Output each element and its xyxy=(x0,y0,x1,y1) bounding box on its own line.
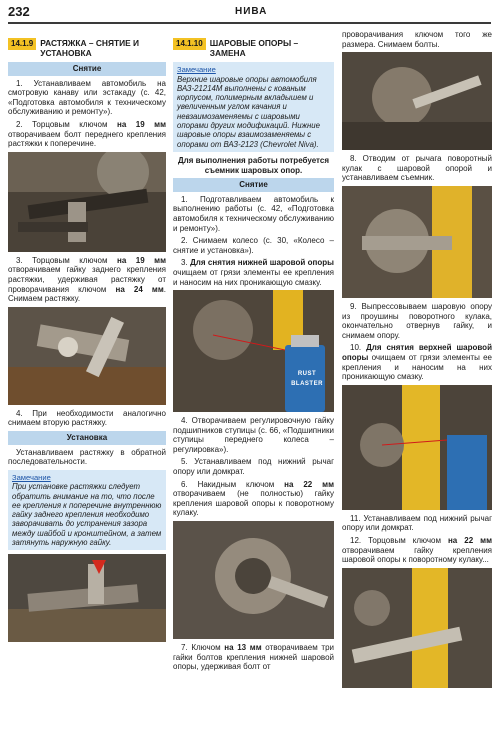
photo-puller xyxy=(342,186,492,298)
photo-spray xyxy=(173,290,334,412)
section-title: РАСТЯЖКА – СНЯТИЕ И УСТАНОВКА xyxy=(40,38,140,58)
removal-subheading: Снятие xyxy=(8,62,166,76)
removal-subheading-2: Снятие xyxy=(173,178,334,192)
note-box-2 xyxy=(173,62,334,152)
section-title-2: ШАРОВЫЕ ОПОРЫ – ЗАМЕНА xyxy=(209,38,299,58)
step-3-11: 11. Устанавливаем под нижний рычаг опору или домкрат. xyxy=(342,513,492,533)
note-box xyxy=(8,470,166,551)
spray-brand-label: RUST BLASTER xyxy=(291,371,323,387)
step-3-8: 8. Отводим от рычага поворотный кулак с шаровой опорой и устанавливаем съемник. xyxy=(342,154,492,183)
step-2-6: 6. Накидным ключом на 22 мм отворачиваем (не полностью) гайку крепления шаровой опоры к поворотному кулаку. xyxy=(173,479,334,518)
header-rule xyxy=(8,22,491,24)
photo-front-bolt xyxy=(8,152,166,252)
step-2: 2. Торцовым ключом на 19 мм отворачиваем болт переднего крепления растяжки к поперечине. xyxy=(8,119,167,149)
column-right xyxy=(342,30,492,692)
photo-install xyxy=(8,554,166,642)
step-3-cont: проворачивания ключом того же размера. Снимаем болты. xyxy=(342,30,492,49)
step-3-9: 9. Выпрессовываем шаровую опору из проушины поворотного кулака, окончательно отвернув гайку, и снимаем опору. xyxy=(342,301,492,340)
install-text: Устанавливаем растяжку в обратной последовательности. xyxy=(8,447,166,467)
step-3-10: 10. Для снятия верхней шаровой опоры очищаем от грязи элементы ее крепления и наносим на них проникающую смазку. xyxy=(342,343,492,382)
section-heading xyxy=(8,38,166,58)
step-2-1: 1. Подготавливаем автомобиль к выполнению работы (с. 42, «Подготовка автомобиля к техническому обслуживанию и ремонту»). xyxy=(173,194,334,233)
photo-wrench xyxy=(342,568,492,688)
photo-upper-joint xyxy=(342,385,492,510)
section-number: 14.1.9 xyxy=(8,38,36,50)
step-2-2: 2. Снимаем колесо (с. 30, «Колесо – снятие и установка»). xyxy=(173,236,334,255)
photo-ball-joint xyxy=(173,521,334,639)
install-subheading: Установка xyxy=(8,431,166,445)
note-label: Замечание xyxy=(12,472,51,482)
step-4: 4. При необходимости аналогично снимаем вторую растяжку. xyxy=(8,408,166,428)
note-text: При установке растяжки следует обратить внимание на то, что после ее крепления к поперечине внутреннюю гайку заднего крепления необходимо заворачивать до устранения зазора между шайбой и кронштейном, а затем затянуть наружную гайку. xyxy=(12,482,162,548)
note-text-2: Верхние шаровые опоры автомобиля ВАЗ-21214М выполнены с кованым корпусом, полимерным вкладышем и увеличенным углом качания и невзаимозаменяемы с шаровыми опорами других модификаций. Нижние шаровые опоры взаимозаменяемы с опорами от ВАЗ-2123 (Chevrolet Niva). xyxy=(177,74,320,149)
step-2-3: 3. Для снятия нижней шаровой опоры очищаем от грязи элементы ее крепления и наносим на них проникающую смазку. xyxy=(173,258,334,287)
running-title: НИВА xyxy=(235,6,268,17)
step-2-7: 7. Ключом на 13 мм отворачиваем три гайки болтов крепления нижней шаровой опоры, удерживая болт от xyxy=(173,643,334,672)
step-2-5: 5. Устанавливаем под нижний рычаг опору или домкрат. xyxy=(173,457,334,477)
page-header xyxy=(0,0,499,24)
step-1: 1. Устанавливаем автомобиль на смотровую канаву или эстакаду (с. 42, «Подготовка автомобиля к техническому обслуживанию и ремонту»). xyxy=(8,78,166,117)
section-number-2: 14.1.10 xyxy=(173,38,206,50)
page-number: 232 xyxy=(8,4,30,19)
note-label-2: Замечание xyxy=(177,65,216,74)
column-middle xyxy=(173,38,334,675)
photo-rear-nut xyxy=(8,307,166,405)
photo-bolts xyxy=(342,52,492,150)
column-left xyxy=(8,38,166,646)
step-2-4: 4. Отворачиваем регулировочную гайку подшипников ступицы (с. 66, «Подшипники ступицы переднего колеса – регулировка»). xyxy=(173,416,334,454)
step-3: 3. Торцовым ключом на 19 мм отворачиваем гайку заднего крепления растяжки, удерживая растяжку от проворачивания ключом на 24 мм. Снимаем растяжку. xyxy=(8,255,167,304)
step-3-12: 12. Торцовым ключом на 22 мм отворачиваем гайку крепления шаровой опоры к поворотному кулаку... xyxy=(342,535,492,565)
section-heading-2 xyxy=(173,38,334,58)
tool-note: Для выполнения работы потребуется съемник шаровых опор. xyxy=(177,155,329,175)
